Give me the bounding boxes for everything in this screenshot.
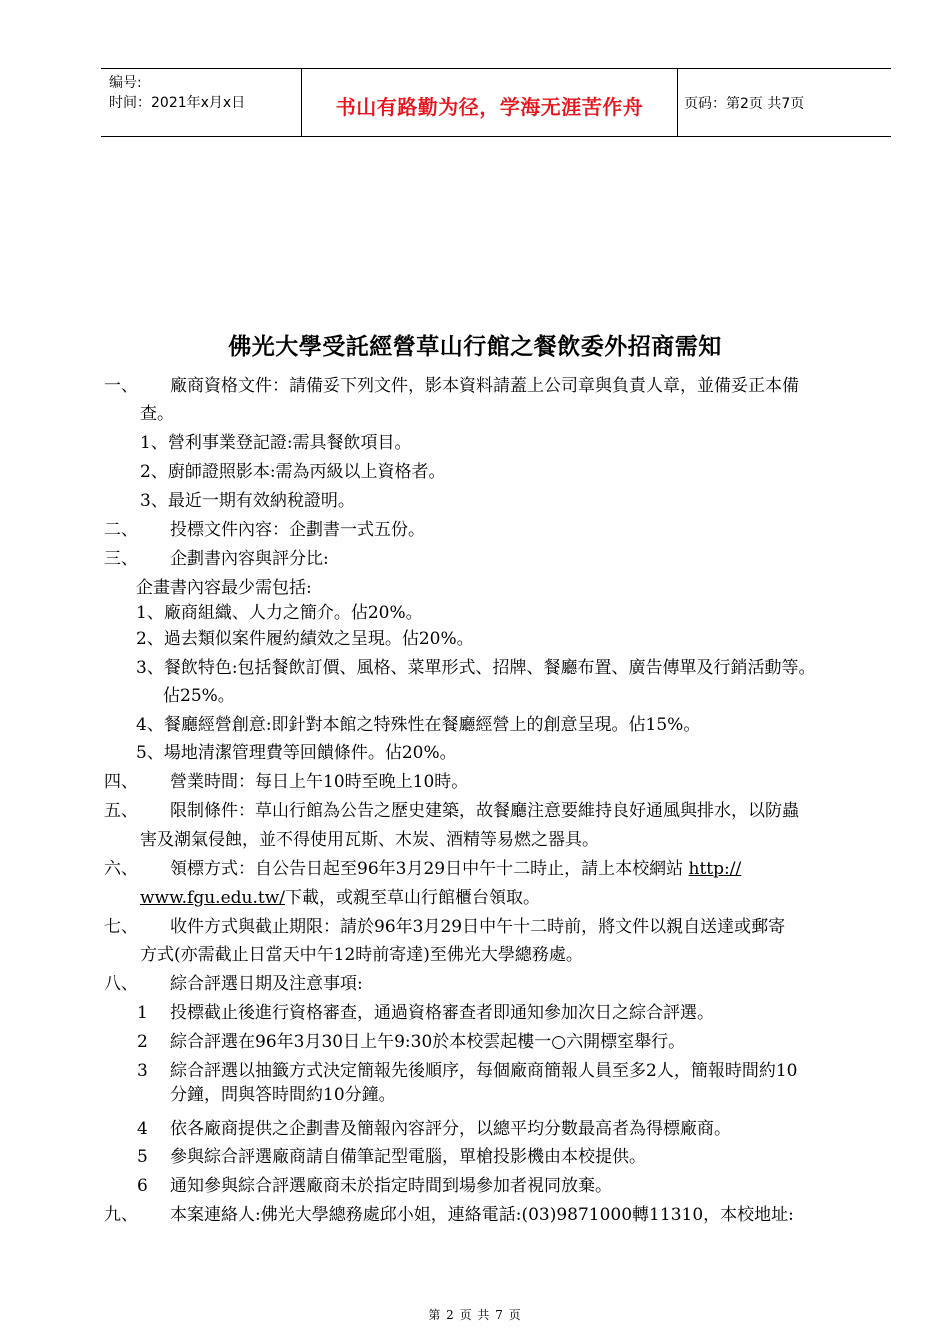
- list-item: 1、廠商組織、人力之簡介。佔20%。: [136, 603, 423, 623]
- section-text: 投標文件內容：企劃書一式五份。: [170, 520, 425, 540]
- section-text-cont: 害及潮氣侵蝕，並不得使用瓦斯、木炭、酒精等易燃之器具。: [140, 830, 599, 850]
- section-number: 七、: [104, 917, 138, 937]
- page-header: [101, 68, 891, 137]
- section-text-body: 領標方式：自公告日起至96年3月29日中午十二時止，請上本校網站: [170, 859, 684, 879]
- list-item: 投標截止後進行資格審查，通過資格審查者即通知參加次日之綜合評選。: [170, 1003, 714, 1023]
- list-item: 4、餐廳經營創意:即針對本館之特殊性在餐廳經營上的創意呈現。佔15%。: [136, 715, 701, 735]
- time-label: 时间：2021年x月x日: [109, 95, 246, 111]
- section-intro: 企畫書內容最少需包括:: [136, 578, 312, 598]
- list-item: 2、廚師證照影本:需為丙級以上資格者。: [140, 462, 446, 482]
- section-number: 四、: [104, 772, 138, 792]
- list-item: 綜合評選在96年3月30日上午9:30於本校雲起樓一○六開標室舉行。: [170, 1032, 686, 1052]
- section-text: 企劃書內容與評分比:: [170, 549, 329, 569]
- section-text-cont: [140, 887, 540, 909]
- section-text: 限制條件：草山行館為公告之歷史建築，故餐廳注意要維持良好通風與排水，以防蟲: [170, 801, 799, 821]
- section-text-tail: 下載，或親至草山行館櫃台領取。: [284, 888, 540, 908]
- list-item: 1、營利事業登記證:需具餐飲項目。: [140, 433, 412, 453]
- list-item: 5、場地清潔管理費等回饋條件。佔20%。: [136, 743, 457, 763]
- list-item: 3、最近一期有效納稅證明。: [140, 491, 355, 511]
- list-item: 2、過去類似案件履約績效之呈現。佔20%。: [136, 629, 474, 649]
- list-item-cont: 佔25%。: [163, 686, 235, 706]
- list-number: 3: [137, 1061, 148, 1081]
- header-page-cell: [677, 69, 891, 136]
- document-title: 佛光大學受託經營草山行館之餐飲委外招商需知: [228, 333, 722, 360]
- section-text: 廠商資格文件：請備妥下列文件，影本資料請蓋上公司章與負責人章，並備妥正本備: [170, 376, 799, 396]
- list-item: 3、餐飲特色:包括餐飲訂價、風格、菜單形式、招牌、餐廳布置、廣告傳單及行銷活動等。: [136, 658, 816, 678]
- section-text: 營業時間：每日上午10時至晚上10時。: [170, 772, 469, 792]
- list-number: 6: [137, 1176, 148, 1196]
- website-link[interactable]: http://: [688, 859, 742, 879]
- list-number: 5: [137, 1147, 148, 1167]
- header-motto-cell: [301, 69, 678, 136]
- section-text: 綜合評選日期及注意事項:: [170, 974, 363, 994]
- list-item: 參與綜合評選廠商請自備筆記型電腦，單槍投影機由本校提供。: [170, 1147, 646, 1167]
- list-item: 依各廠商提供之企劃書及簡報內容評分，以總平均分數最高者為得標廠商。: [170, 1119, 731, 1139]
- list-item: 綜合評選以抽籤方式決定簡報先後順序，每個廠商簡報人員至多2人，簡報時間約10: [170, 1061, 798, 1081]
- list-item: 通知參與綜合評選廠商未於指定時間到場參加者視同放棄。: [170, 1176, 612, 1196]
- page-label: 页码：第2页 共7页: [684, 96, 805, 112]
- section-text-cont: 查。: [140, 404, 174, 424]
- section-number: 一、: [104, 376, 138, 396]
- section-text: [170, 858, 741, 880]
- section-number: 二、: [104, 520, 138, 540]
- header-meta: [101, 69, 301, 136]
- list-number: 4: [137, 1119, 148, 1139]
- list-item-cont: 分鐘，問與答時間約10分鐘。: [170, 1085, 396, 1105]
- section-number: 九、: [104, 1205, 138, 1225]
- list-number: 2: [137, 1032, 148, 1052]
- page-footer: 第 2 页 共 7 页: [428, 1308, 522, 1322]
- section-text-cont: 方式(亦需截止日當天中午12時前寄達)至佛光大學總務處。: [140, 945, 583, 965]
- section-number: 三、: [104, 549, 138, 569]
- section-number: 五、: [104, 801, 138, 821]
- section-text: 本案連絡人:佛光大學總務處邱小姐，連絡電話:(03)9871000轉11310，本校地址:: [170, 1205, 794, 1225]
- section-text: 收件方式與截止期限：請於96年3月29日中午十二時前，將文件以親自送達或郵寄: [170, 917, 786, 937]
- list-number: 1: [137, 1003, 148, 1023]
- section-number: 八、: [104, 974, 138, 994]
- section-number: 六、: [104, 859, 138, 879]
- website-link-cont[interactable]: www.fgu.edu.tw/: [140, 888, 285, 908]
- motto: 书山有路勤为径，学海无涯苦作舟: [335, 95, 644, 119]
- number-label: 编号:: [109, 75, 142, 91]
